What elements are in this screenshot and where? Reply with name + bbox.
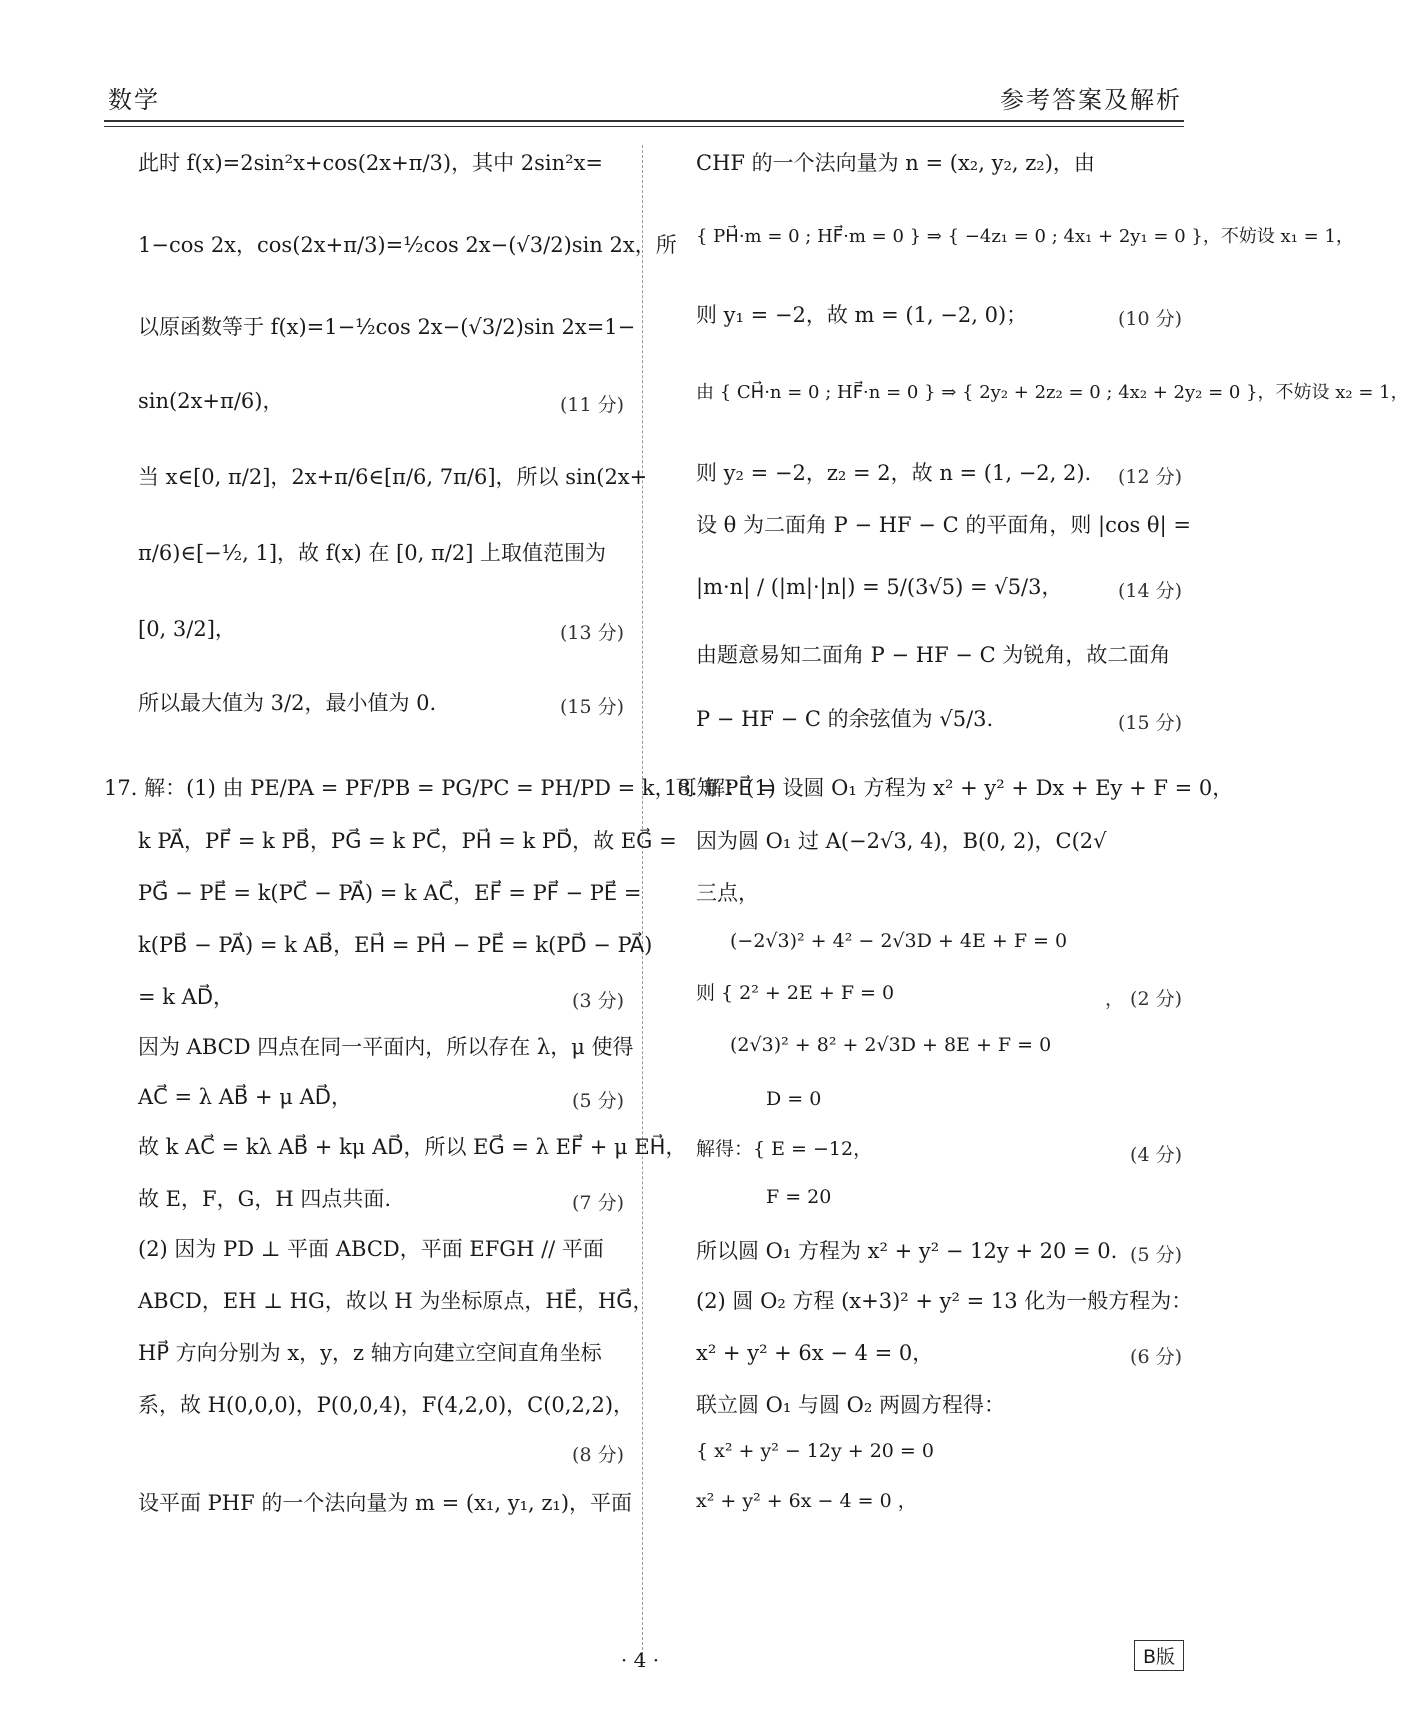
subject-label: 数学 (108, 86, 160, 114)
score-mark: ， (2 分) (1105, 988, 1182, 1010)
equation-line: { x² + y² − 12y + 20 = 0 (696, 1440, 934, 1462)
text-line: PG⃗ − PE⃗ = k(PC⃗ − PA⃗) = k AC⃗，EF⃗ = PF⃗ − PE⃗ = (138, 881, 642, 905)
equation-line: D = 0 (766, 1088, 822, 1110)
text-line: 因为 ABCD 四点在同一平面内，所以存在 λ，μ 使得 (138, 1035, 634, 1059)
text-line: π/6)∈[−½, 1]，故 f(x) 在 [0, π/2] 上取值范围为 (138, 541, 607, 565)
text-line: 1−cos 2x，cos(2x+π/3)=½cos 2x−(√3/2)sin 2x，所 (138, 233, 677, 257)
equation-line: (−2√3)² + 4² − 2√3D + 4E + F = 0 (730, 930, 1068, 952)
text-line: [0, 3/2]， (138, 617, 236, 641)
text-line: 则 y₁ = −2，故 m = (1, −2, 0)； (696, 303, 1028, 327)
score-mark: (11 分) (559, 394, 624, 416)
text-line: 联立圆 O₁ 与圆 O₂ 两圆方程得： (696, 1393, 1005, 1417)
text-line: 因为圆 O₁ 过 A(−2√3, 4)，B(0, 2)，C(2√ (696, 829, 1107, 853)
text-line: 系，故 H(0,0,0)，P(0,0,4)，F(4,2,0)，C(0,2,2)， (138, 1393, 635, 1417)
text-line: k(PB⃗ − PA⃗) = k AB⃗，EH⃗ = PH⃗ − PE⃗ = k(PD⃗ − PA⃗) (138, 933, 653, 957)
text-line: 设平面 PHF 的一个法向量为 m = (x₁, y₁, z₁)，平面 (138, 1491, 633, 1515)
text-line: 则 y₂ = −2，z₂ = 2，故 n = (1, −2, 2). (696, 461, 1092, 485)
score-mark: (13 分) (559, 622, 624, 644)
equation-line: (2√3)² + 8² + 2√3D + 8E + F = 0 (730, 1034, 1052, 1056)
score-mark: (8 分) (572, 1444, 624, 1466)
text-line: = k AD⃗， (138, 985, 235, 1009)
question-18-intro: 18. 解：(1) 设圆 O₁ 方程为 x² + y² + Dx + Ey + F = 0， (664, 776, 1234, 800)
header-rule (104, 120, 1184, 122)
text-line: ABCD，EH ⊥ HG，故以 H 为坐标原点，HE⃗，HG⃗， (138, 1289, 654, 1313)
section-title: 参考答案及解析 (1000, 86, 1182, 114)
text-line: 故 k AC⃗ = kλ AB⃗ + kμ AD⃗，所以 EG⃗ = λ EF⃗ + μ EH⃗， (138, 1135, 687, 1159)
text-line: |m·n| / (|m|·|n|) = 5/(3√5) = √5/3， (696, 575, 1063, 599)
equation-line: 则 { 2² + 2E + F = 0 (696, 982, 895, 1004)
text-line: 所以最大值为 3/2，最小值为 0. (138, 691, 437, 715)
equation-system: 由 { CH⃗·n = 0 ; HF⃗·n = 0 } ⇒ { 2y₂ + 2z₂ = 0 ; 4x₂ + 2y₂ = 0 }，不妨设 x₂ = 1， (696, 382, 1409, 403)
score-mark: (14 分) (1117, 580, 1182, 602)
text-line: HP⃗ 方向分别为 x，y，z 轴方向建立空间直角坐标 (138, 1341, 602, 1365)
equation-line: F = 20 (766, 1186, 832, 1208)
text-line: 当 x∈[0, π/2]，2x+π/6∈[π/6, 7π/6]，所以 sin(2x+ (138, 465, 648, 489)
score-mark: (6 分) (1130, 1346, 1182, 1368)
score-mark: (10 分) (1117, 308, 1182, 330)
score-mark: (12 分) (1117, 466, 1182, 488)
score-mark: (5 分) (1130, 1244, 1182, 1266)
text-line: (2) 因为 PD ⊥ 平面 ABCD，平面 EFGH // 平面 (138, 1237, 604, 1261)
edition-badge: B版 (1134, 1640, 1184, 1671)
text-line: k PA⃗，PF⃗ = k PB⃗，PG⃗ = k PC⃗，PH⃗ = k PD⃗，故 EG⃗ = (138, 829, 677, 853)
equation-line: x² + y² + 6x − 4 = 0 ， (696, 1490, 917, 1512)
score-mark: (3 分) (572, 990, 624, 1012)
text-line: 三点， (696, 881, 759, 905)
score-mark: (5 分) (572, 1090, 624, 1112)
text-line: P − HF − C 的余弦值为 √5/3. (696, 707, 994, 731)
equation-system: { PH⃗·m = 0 ; HF⃗·m = 0 } ⇒ { −4z₁ = 0 ; 4x₁ + 2y₁ = 0 }，不妨设 x₁ = 1， (696, 226, 1354, 247)
page-number: · 4 · (620, 1648, 660, 1672)
text-line: 故 E，F，G，H 四点共面. (138, 1187, 392, 1211)
text-line: (2) 圆 O₂ 方程 (x+3)² + y² = 13 化为一般方程为： (696, 1289, 1193, 1313)
text-line: AC⃗ = λ AB⃗ + μ AD⃗， (138, 1085, 352, 1109)
question-17-intro: 17. 解：(1) 由 PE/PA = PF/PB = PG/PC = PH/PD = k，可知 PE⃗ = (104, 776, 776, 800)
column-divider (642, 145, 643, 1665)
score-mark: (7 分) (572, 1192, 624, 1214)
score-mark: (15 分) (1117, 712, 1182, 734)
text-line: 所以圆 O₁ 方程为 x² + y² − 12y + 20 = 0. (696, 1239, 1118, 1263)
text-line: 设 θ 为二面角 P − HF − C 的平面角，则 |cos θ| = (696, 513, 1191, 537)
score-mark: (15 分) (559, 696, 624, 718)
text-line: sin(2x+π/6)， (138, 389, 284, 413)
text-line: x² + y² + 6x − 4 = 0， (696, 1341, 934, 1365)
text-line: 此时 f(x)=2sin²x+cos(2x+π/3)，其中 2sin²x= (138, 151, 604, 175)
text-line: 以原函数等于 f(x)=1−½cos 2x−(√3/2)sin 2x=1− (138, 315, 636, 339)
header-rule-thin (104, 126, 1184, 127)
text-line: CHF 的一个法向量为 n = (x₂, y₂, z₂)，由 (696, 151, 1095, 175)
score-mark: (4 分) (1130, 1144, 1182, 1166)
equation-line: 解得：{ E = −12， (696, 1138, 873, 1160)
text-line: 由题意易知二面角 P − HF − C 为锐角，故二面角 (696, 643, 1171, 667)
